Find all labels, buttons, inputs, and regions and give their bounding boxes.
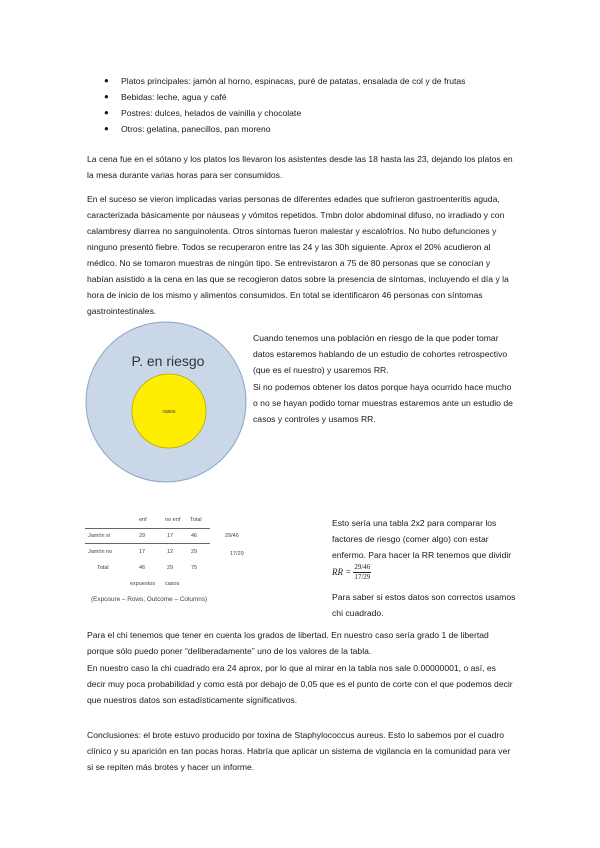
population-label: P. en riesgo	[131, 353, 205, 369]
cell: 46	[139, 565, 146, 571]
rr-fraction: $\frac{29/46}{17/29}$	[354, 563, 371, 581]
casecontrol-text: Si no podemos obtener los datos porque haya ocurrido hace mucho o no se hayan podido tomar muestras estaremos ante un estudio de casos y controles y usamos RR.	[253, 382, 513, 424]
paragraph-conclusion: Conclusiones: el brote estuvo producido por toxina de Staphylococcus aureus. Esto lo sabemos por el cuadro clínico y su aparición en tan pocas horas. Habría que aplicar un sistema de vigilancia en la comunidad para ver si se repiten más brotes y hacer un informe.	[87, 730, 511, 772]
bullet-icon: ●	[104, 124, 109, 133]
list-item: ● Otros: gelatina, panecillos, pan moreno	[104, 121, 524, 137]
cell: 29	[167, 565, 174, 571]
list-item: ● Platos principales: jamón al horno, espinacas, puré de patatas, ensalada de col y de frutas	[104, 73, 524, 89]
cell: 17	[139, 549, 146, 555]
menu-list	[104, 73, 524, 137]
cell: 12	[167, 549, 174, 555]
list-item: ● Bebidas: leche, agua y café	[104, 89, 524, 105]
divider	[85, 543, 210, 544]
cell: 75	[191, 565, 198, 571]
bullet-icon: ●	[104, 108, 109, 117]
row-label: Jamón no	[88, 549, 113, 555]
cell: 46	[191, 533, 198, 539]
sub-label: expuestos	[130, 581, 156, 587]
row-note: 29/46	[225, 533, 239, 539]
rr-formula-label: RR =	[332, 566, 352, 577]
cell: 29	[139, 533, 146, 539]
paragraph-suceso: En el suceso se vieron implicadas varias personas de diferentes edades que sufrieron gastroenteritis aguda, caracterizada básicamente por náuseas y vómitos repetidos. Tmbn dolor abdominal difuso, no irradiado y con calambresy diarrea no sanguinolenta. Otros síntomas fueron malestar y escalofríos. No hubo defunciones y ninguno presentó fiebre. Todos se recuperaron entre las 24 y las 30h siguiente. Aprox el 20% acudieron al médico. No se tomaron muestras de ningún tipo. Se entrevistaron a 75 de 80 personas que se conocían y habían asistido a la cena en las que se recogieron datos sobre la presencia de síntomas, incluyendo el día y la hora de inicio de los mismo y alimentos consumidos. En total se identificaron 46 personas con síntomas gastrointestinales.	[87, 194, 509, 316]
cases-label: casos	[162, 409, 176, 415]
header-no-enf: no enf	[165, 517, 181, 523]
sub-label: casos	[165, 581, 180, 587]
row-label: Jamón sí	[88, 533, 111, 539]
paragraph-chi-1: Para el chi tenemos que tener en cuenta los grados de libertad. En nuestro caso sería grado 1 de libertad porque sólo puedo poner “deliberadamente” uno de los valores de la tabla.	[87, 630, 489, 656]
chi-intro-text: Para saber si estos datos son correctos usamos chi cuadrado.	[332, 592, 516, 618]
row-note: 17/29	[230, 551, 244, 557]
header-enf: enf	[139, 517, 147, 523]
paragraph-cena: La cena fue en el sótano y los platos los llevaron los asistentes desde las 18 hasta las 23, dejando los platos en la mesa durante varias horas para ser consumidos.	[87, 154, 513, 180]
risk-population-diagram	[84, 320, 249, 485]
table-explanation: Esto sería una tabla 2x2 para comparar los factores de riesgo (comer algo) con estar enfermo. Para hacer la RR tenemos que dividir RR = $\frac{29/46}{17/29}$	[332, 518, 512, 581]
table-caption: (Exposure – Rows; Outcome – Columns)	[91, 596, 208, 603]
contingency-table	[85, 515, 325, 610]
cell: 29	[191, 549, 198, 555]
paragraph-chi-2: En nuestro caso la chi cuadrado era 24 aprox, por lo que al mirar en la tabla nos sale 0.00000001, o así, es decir muy poca probabilidad y como está por debajo de 0,05 que es el punto de corte con el que podemos decir que nuestros datos son estadísticamente significativos.	[87, 663, 513, 705]
list-item: ● Postres: dulces, helados de vainilla y chocolate	[104, 105, 524, 121]
cohort-text: Cuando tenemos una población en riesgo de la que poder tomar datos estaremos hablando de un estudio de cohortes retrospectivo (que es el nuestro) y usaremos RR.	[253, 333, 508, 375]
divider	[85, 528, 210, 529]
cell: 17	[167, 533, 174, 539]
row-label: Total	[97, 565, 109, 571]
bullet-icon: ●	[104, 92, 109, 101]
bullet-icon: ●	[104, 76, 109, 85]
header-total: Total	[190, 517, 202, 523]
